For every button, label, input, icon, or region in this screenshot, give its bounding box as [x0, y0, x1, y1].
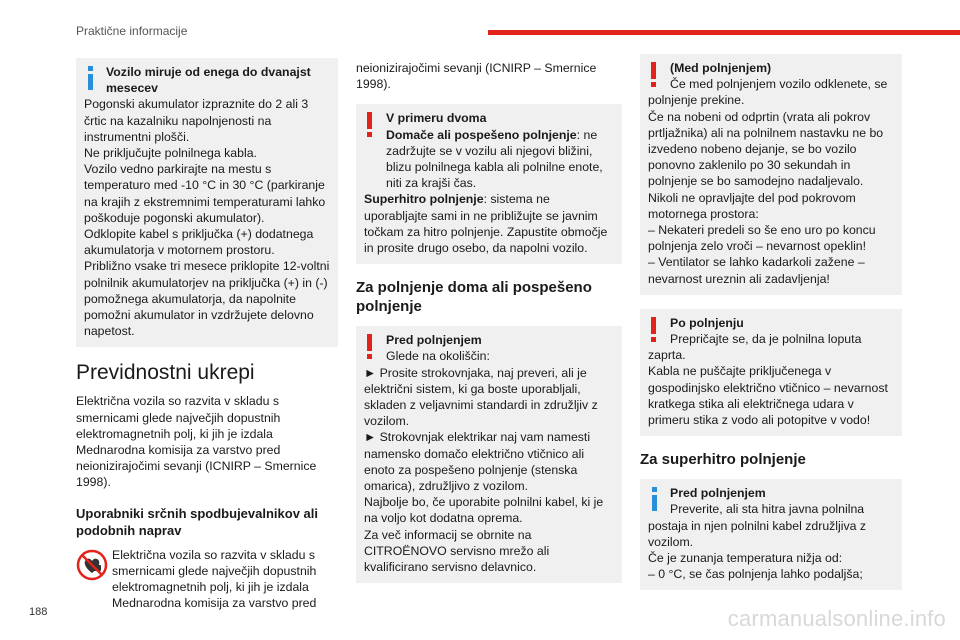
info-box-vehicle-idle — [76, 58, 338, 347]
page-number: 188 — [29, 606, 48, 618]
page-header-title: Praktične informacije — [76, 24, 188, 38]
home-charging-text: : ne zadržujte se v vozilu ali njegovi bližini, blizu polnilnega kabla ali polnilne enote, niti za krajši čas. — [386, 127, 603, 191]
warning-box-body: ► Prosite strokovnjaka, naj preveri, ali je električni sistem, ki ga boste uporabljali, skladen z veljavnimi standardi in združljiv z vozilom. ► Strokovnjak elektrikar naj vam namesti namensko domačo električno vtičnico ali enoto za pospešeno polnjenje (stenska omarica), združljivo z vozilom. Najbolje bo, če uporabite polnilni kabel, ki je na voljo kot dodatna oprema. Za več informacij se obrnite na CITROËNOVO servisno mrežo ali kvalificirano servisno delavnico. — [364, 365, 604, 575]
info-box-title: Pred polnjenjem — [670, 486, 766, 501]
section-heading-superfast: Za superhitro polnjenje — [640, 451, 806, 469]
warning-box-after-charging — [640, 309, 902, 436]
warning-box-in-doubt — [356, 104, 622, 264]
info-box-body: Pogonski akumulator izpraznite do 2 ali 3 črtic na kazalniku napolnjenosti na instrumentni plošči. Ne priključujte polnilnega kabla. Vozilo vedno parkirajte na mestu s temperaturo med -10 °C in 30 °C (parkiranje na krajih z ekstremnimi temperaturami lahko poškoduje pogonski akumulator). Odklopite kabel s priključka (+) dodatnega akumulatorja v motornem prostoru. Približno vsake tri mesece priklopite 12-voltni polnilnik akumulatorjev na priključka (+) in (-) pomožnega akumulatorja, da napolnite pomožni akumulator in vzdržujete delovno napetost. — [84, 97, 330, 339]
warning-box-title: Po polnjenju — [670, 315, 744, 330]
home-charging-label: Domače ali pospešeno polnjenje — [386, 127, 577, 142]
warning-icon — [366, 334, 374, 360]
warning-box-title: V primeru dvoma — [386, 111, 487, 126]
warning-box-title: (Med polnjenjem) — [670, 61, 772, 75]
section-heading-home-charging: Za polnjenje doma ali pospešeno polnjenje — [356, 279, 592, 316]
warning-box-before-charging — [356, 326, 622, 583]
column-2 — [356, 60, 622, 597]
superfast-charging-text: : sistema ne uporabljajte sami in ne približujte se javnim točkam za hitro polnjenje. Zapustite območje in prosite drugo osebo, da napolni vozilo. — [364, 192, 608, 256]
info-box-body: postaja in njen polnilni kabel združljiva z vozilom. Če je zunanja temperatura nižja od: – 0 °C, se čas polnjenja lahko podaljša; — [648, 518, 867, 582]
warning-icon — [366, 112, 374, 138]
warning-box-lead: Če med polnjenjem vozilo odklenete, se — [670, 77, 888, 92]
info-box-title: Vozilo miruje od enega do dvanajst mesecev — [106, 65, 311, 96]
section-heading-precautions: Previdnostni ukrepi — [76, 361, 255, 385]
info-box-lead: Preverite, ali sta hitra javna polnilna — [670, 502, 865, 517]
column-3 — [640, 54, 902, 604]
warning-icon — [650, 317, 658, 343]
warning-box-lead: Prepričajte se, da je polnilna loputa — [670, 332, 862, 347]
warning-box-title: Pred polnjenjem — [386, 333, 482, 348]
warning-box-body: zaprta. Kabla ne puščajte priključenega v gospodinjsko električno vtičnico – nevarnost kratkega stika ali električnega udara v primeru stika z vodo ali potopitve v vodo! — [648, 348, 888, 428]
pacemaker-text: Električna vozila so razvita v skladu s smernicami glede največjih dopustnih elektromagnetnih polj, ki jih je izdala Mednarodna komisija za varstvo pred — [112, 547, 317, 611]
pacemaker-subheading: Uporabniki srčnih spodbujevalnikov ali podobnih naprav — [76, 505, 318, 538]
info-icon — [650, 487, 660, 511]
warning-box-during-charging — [640, 54, 902, 295]
continuation-text: neionizirajočimi sevanji (ICNIRP – Smernice 1998). — [356, 61, 597, 92]
pacemaker-warning — [76, 547, 338, 612]
info-box-before-superfast — [640, 479, 902, 590]
pacemaker-prohibited-icon — [76, 549, 108, 581]
header-accent-bar — [488, 30, 960, 35]
superfast-charging-label: Superhitro polnjenje — [364, 192, 484, 207]
warning-box-lead: Glede na okoliščin: — [386, 349, 490, 364]
precautions-paragraph: Električna vozila so razvita v skladu s smernicami glede največjih dopustnih elektromagnetnih polj, ki jih je izdala Mednarodna komisija za varstvo pred neionizirajočimi sevanji (ICNIRP – Smernice 1998). — [76, 394, 317, 490]
warning-icon — [650, 62, 658, 88]
column-1 — [76, 58, 338, 611]
watermark: carmanualsonline.info — [727, 606, 946, 631]
warning-box-body: polnjenje prekine. Če na nobeni od odprtin (vrata ali pokrov prtljažnika) ali na polnilnem nastavku ne bo izvedeno nobeno dejanje, se bo vozilo ponovno zaklenilo po 30 sekundah in polnjenje se bo samodejno nadaljevalo. Nikoli ne opravljajte del pod pokrovom motornega prostora: – Nekateri predeli so še eno uro po koncu polnjenja zelo vroči – nevarnost opeklin! – Ventilator se lahko kadarkoli zažene – nevarnost ureznin ali zadavljenja! — [648, 93, 884, 286]
info-icon — [86, 66, 96, 90]
